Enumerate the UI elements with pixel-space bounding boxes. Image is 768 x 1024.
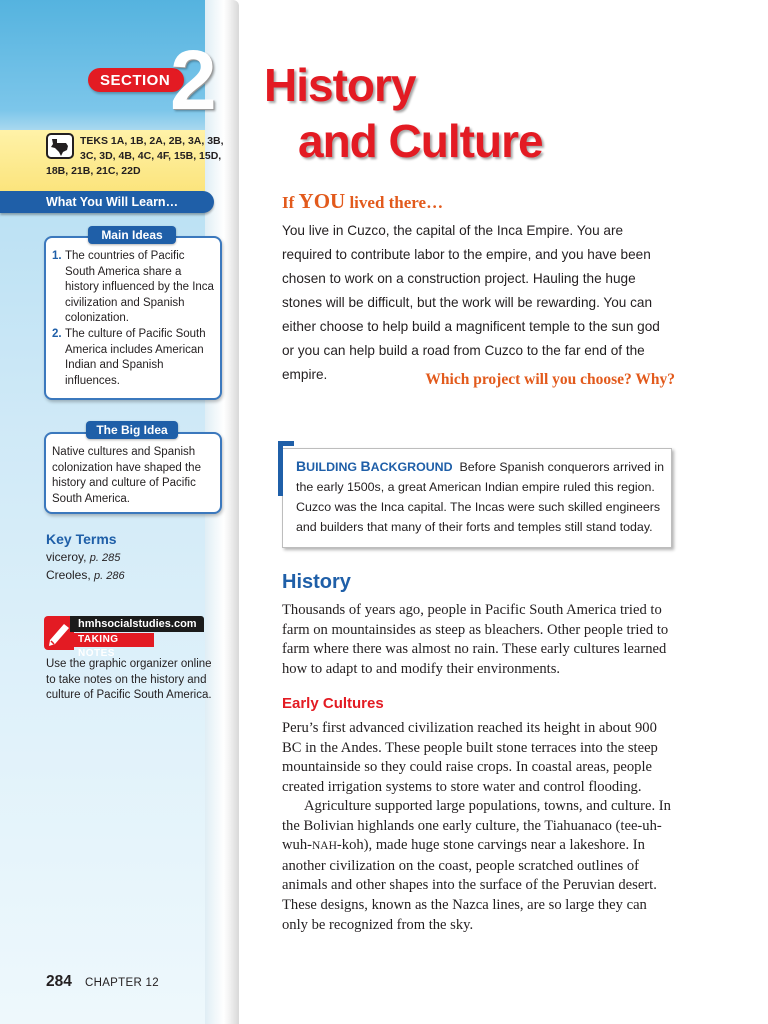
history-heading: History	[282, 571, 351, 593]
key-term: viceroy,	[46, 550, 87, 564]
if-you-lived-there-body: You live in Cuzco, the capital of the Inca Empire. You are required to contribute labor to the empire, and you have been chosen to work on a construction project. Hauling the huge stones will be difficult, but the work will be rewarding. You can either choose to help build a magnificent temple to the sun god or you can help build a road from Cuzco to the far end of the empire.	[282, 223, 660, 382]
main-idea-item	[52, 249, 217, 327]
main-idea-number: 2.	[52, 327, 62, 340]
taking-notes-text: Use the graphic organizer online to take notes on the history and culture of Pacific South America.	[46, 658, 212, 702]
page-title	[264, 57, 543, 169]
key-term-viceroy[interactable]	[46, 550, 120, 564]
main-idea-number: 1.	[52, 250, 62, 262]
key-term-page: p. 285	[89, 552, 121, 564]
key-term-page: p. 286	[94, 570, 125, 582]
website-link[interactable]: hmhsocialstudies.com	[70, 616, 204, 632]
key-term-creoles[interactable]	[46, 568, 125, 582]
teks-line-2: 3C, 3D, 4B, 4C, 4F, 15B, 15D,	[80, 150, 222, 162]
building-background-body: Before Spanish conquerors arrived in the early 1500s, a great American Indian empire ruled this region. Cuzco was the Inca capital. The Incas were such skilled engineers and builders that many of their forts and temples still stand today.	[296, 460, 665, 534]
taking-notes-label: TAKING NOTES	[70, 633, 154, 647]
main-ideas-list	[52, 249, 217, 389]
teks-line-3: 18B, 21B, 21C, 22D	[46, 165, 141, 177]
early-cultures-heading: Early Cultures	[282, 695, 384, 712]
main-ideas-tab: Main Ideas	[88, 226, 176, 244]
if-you-lived-there-heading	[282, 189, 443, 214]
building-background-bracket	[278, 441, 294, 496]
heading-post: lived there…	[345, 193, 444, 212]
what-you-will-learn-banner: What You Will Learn…	[0, 191, 214, 213]
building-background-label: BUILDING BACKGROUND	[296, 458, 453, 474]
section-label: SECTION	[88, 68, 184, 92]
title-line-2: and Culture	[298, 115, 543, 167]
building-background-text	[296, 456, 666, 537]
big-idea-tab: The Big Idea	[86, 421, 178, 439]
chapter-label: CHAPTER 12	[85, 977, 159, 989]
teks-standards	[80, 134, 230, 164]
title-line-1: History	[264, 59, 416, 111]
taking-notes-badge[interactable]	[44, 616, 204, 659]
early-cultures-paragraph-2: Agriculture supported large populations, towns, and culture. In the Bolivian highlands one early culture, the Tiahuanaco (tee-uh-wuh-NAH-koh), made huge stone carvings near a lakeshore. In another civilization on the coast, people scratched outlines of animals and other shapes into the surface of the Peruvian desert. These designs, known as the Nazca lines, are so large they can only be recognized from the sky.	[282, 798, 671, 933]
page-number: 284	[46, 973, 72, 990]
early-cultures-paragraph-1: Peru’s first advanced civilization reached its height in about 900 BC in the Andes. These people built stone terraces into the steep mountainside so they could raise crops. In coastal areas, people created irrigation systems to store water and control flooding.	[282, 720, 658, 795]
discussion-question: Which project will you choose? Why?	[425, 371, 675, 388]
heading-you: YOU	[298, 189, 346, 213]
section-number: 2	[170, 33, 217, 127]
history-paragraph: Thousands of years ago, people in Pacific South America tried to farm on mountainsides as steep as bleachers. Other people tried to farm where there was almost no rain. These early cultures learned how to adapt to and modify their environments.	[282, 602, 669, 677]
key-term: Creoles,	[46, 568, 91, 582]
main-idea-text: The culture of Pacific South America includes American Indian and Spanish influences.	[65, 327, 206, 387]
heading-pre: If	[282, 193, 299, 212]
main-idea-text: The countries of Pacific South America share a history influenced by the Inca civilization and Spanish colonization.	[65, 250, 214, 325]
teks-line-1: TEKS 1A, 1B, 2A, 2B, 3A, 3B,	[80, 135, 224, 147]
texas-map-icon	[46, 133, 74, 159]
big-idea-text: Native cultures and Spanish colonization have shaped the history and culture of Pacific South America.	[52, 446, 201, 505]
main-idea-item	[52, 327, 217, 389]
key-terms-heading: Key Terms	[46, 531, 117, 547]
